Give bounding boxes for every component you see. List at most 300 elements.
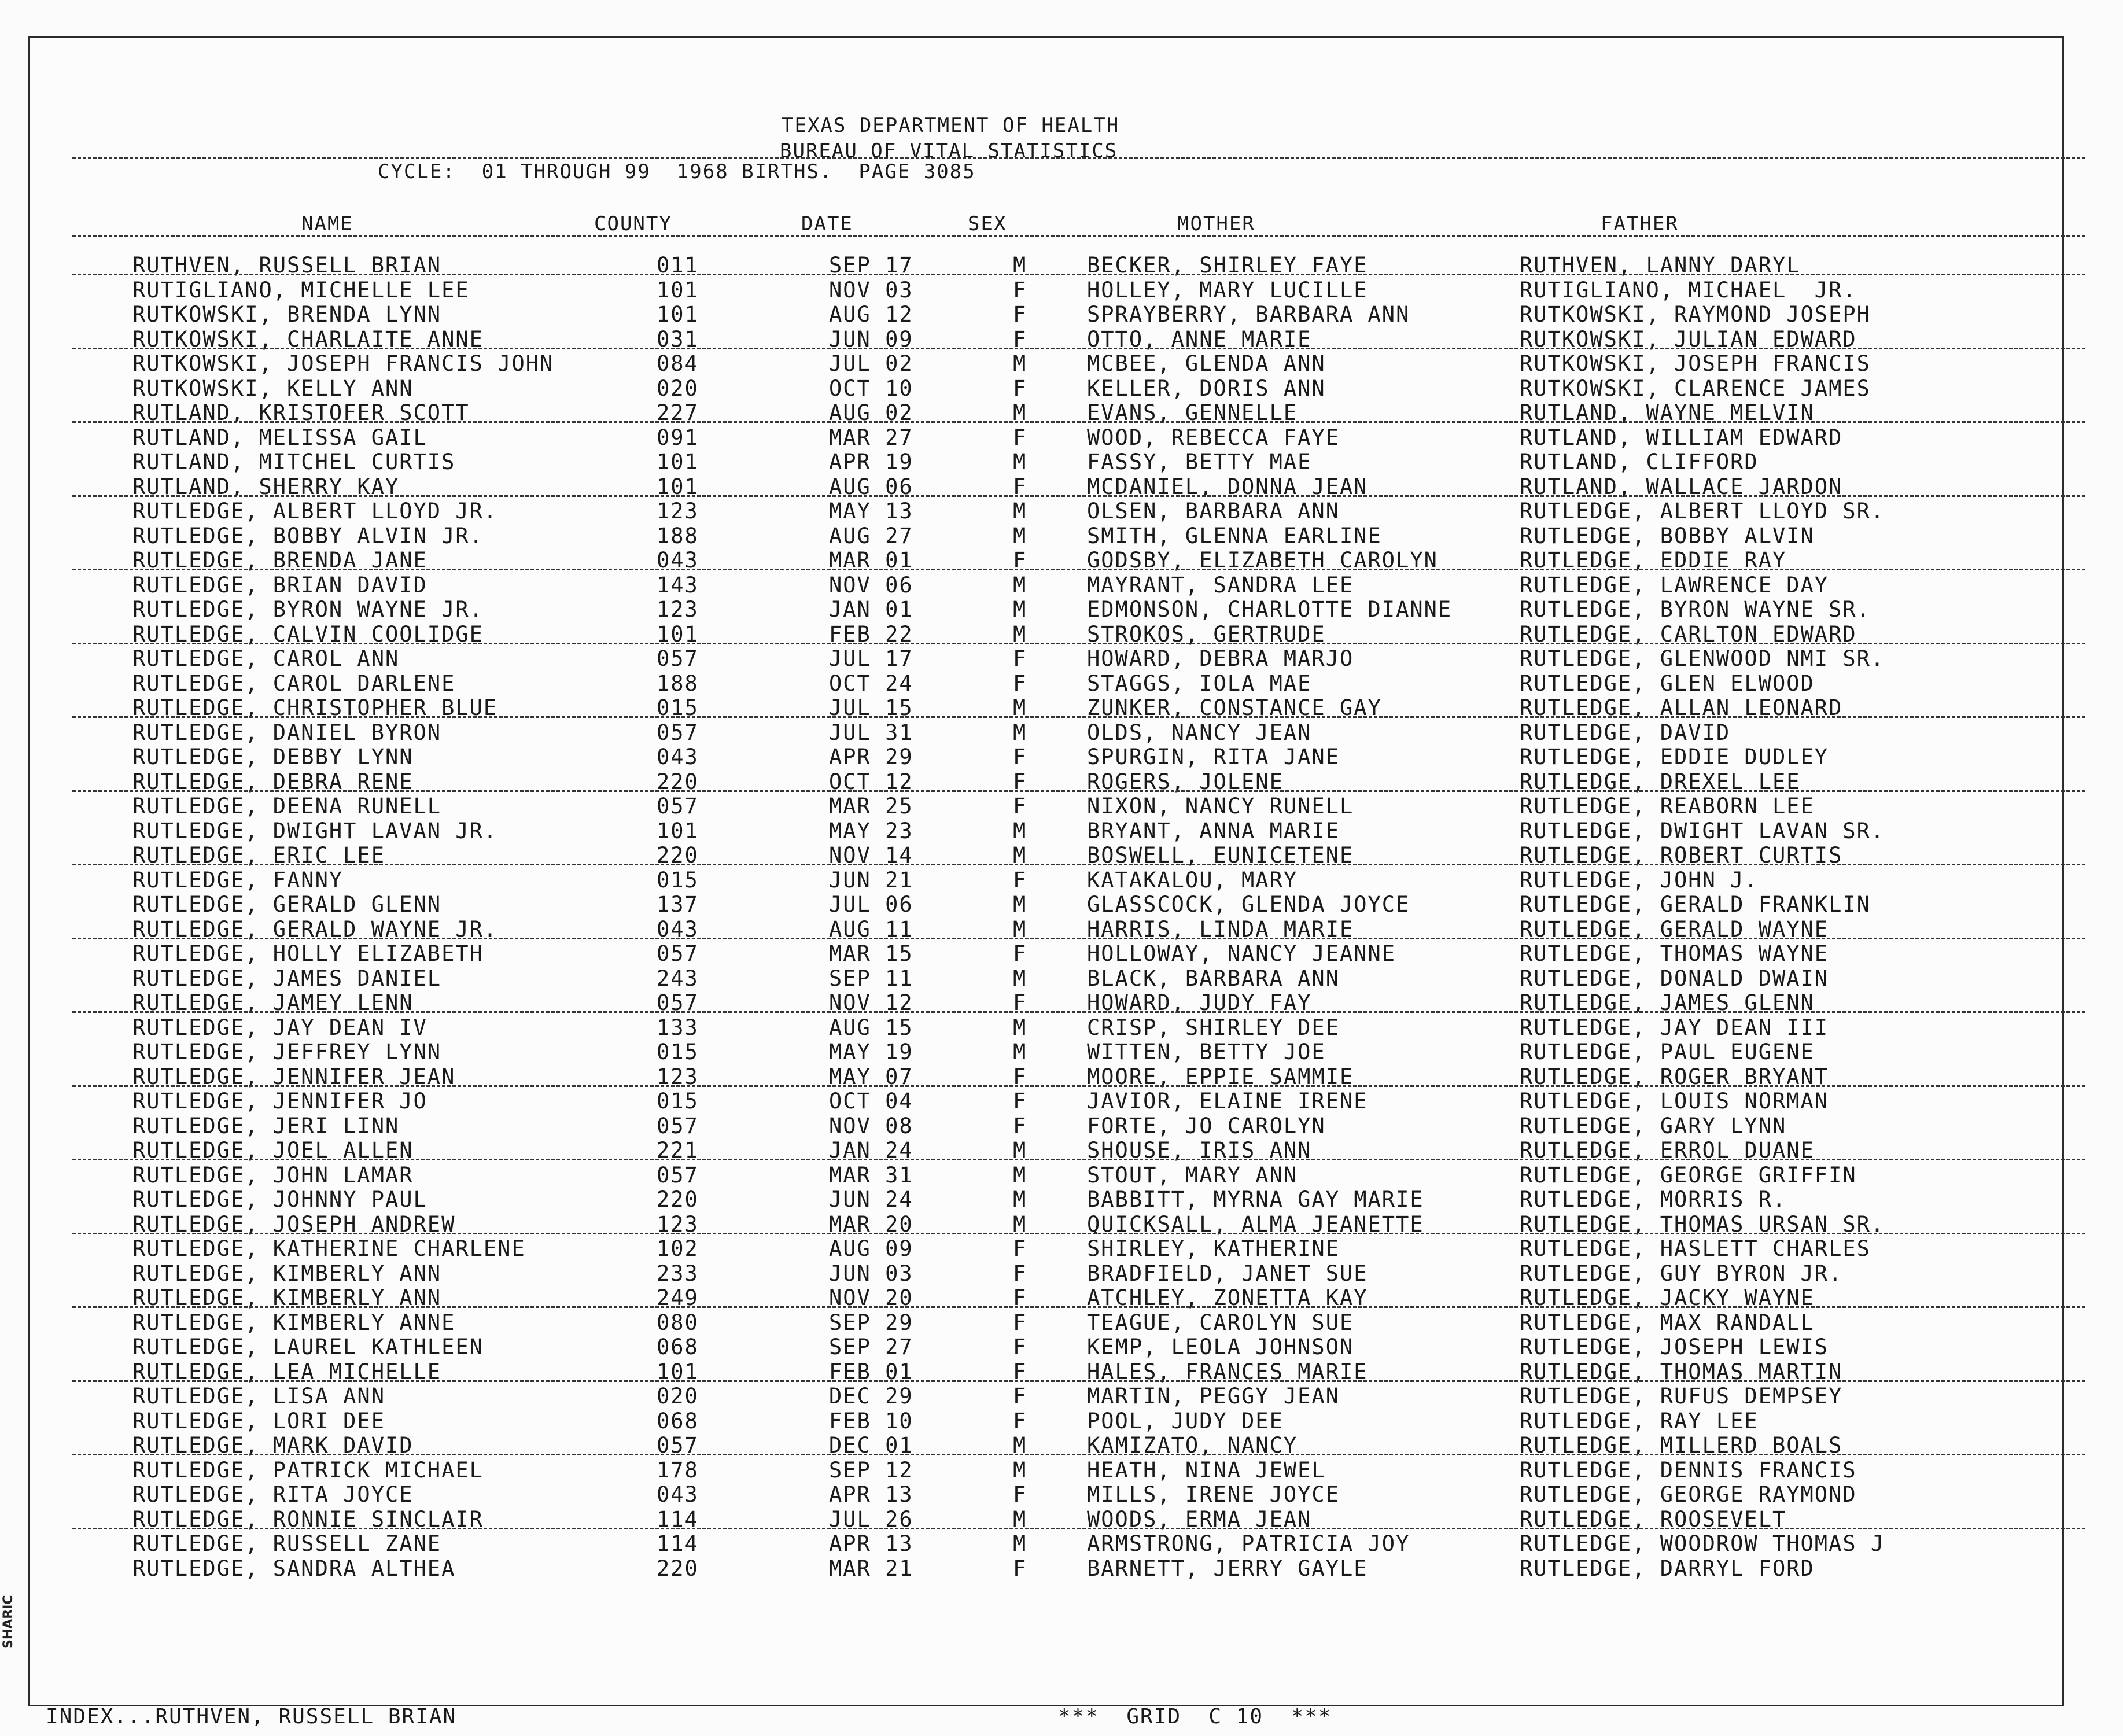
cell-father: RUTLEDGE, PAUL EUGENE [1520,1040,1815,1064]
cell-sex: M [1013,695,1027,720]
table-row [30,425,2066,449]
cell-name: RUTLEDGE, KATHERINE CHARLENE [132,1236,526,1261]
cell-name: RUTLEDGE, JAY DEAN IV [132,1015,427,1040]
cell-mother: WOOD, REBECCA FAYE [1087,425,1340,450]
cell-county: 220 [657,1187,699,1212]
cell-father: RUTLEDGE, MAX RANDALL [1520,1310,1815,1335]
cell-sex: M [1013,597,1027,622]
cell-county: 233 [657,1260,699,1286]
table-row [30,376,2066,400]
cell-date: SEP 12 [829,1457,913,1483]
cell-father: RUTLEDGE, DONALD DWAIN [1520,965,1829,991]
cell-father: RUTLEDGE, LOUIS NORMAN [1520,1089,1829,1114]
cell-name: RUTLEDGE, LAUREL KATHLEEN [132,1335,484,1359]
cell-father: RUTLEDGE, JACKY WAYNE [1520,1285,1815,1310]
cell-name: RUTLEDGE, JENNIFER JEAN [132,1064,456,1089]
cell-name: RUTLEDGE, DEBBY LYNN [132,744,414,769]
cell-county: 243 [657,965,699,991]
cell-date: JUL 17 [829,646,913,671]
table-row [30,1114,2066,1138]
cell-date: JAN 24 [829,1138,913,1163]
cell-father: RUTLEDGE, EDDIE RAY [1520,548,1787,573]
cell-father: RUTLEDGE, DARRYL FORD [1520,1556,1815,1581]
cell-father: RUTLEDGE, BYRON WAYNE SR. [1520,597,1871,622]
cell-sex: M [1013,400,1027,425]
cell-sex: M [1013,572,1027,598]
cell-date: JUL 02 [829,351,913,376]
cell-mother: HOWARD, JUDY FAY [1087,990,1312,1015]
cell-date: MAY 23 [829,818,913,843]
register-page [28,36,2064,1728]
cell-sex: F [1013,375,1027,401]
cell-county: 015 [657,1040,699,1064]
cell-name: RUTLEDGE, ALBERT LLOYD JR. [132,499,498,524]
cell-county: 123 [657,1064,699,1089]
cell-sex: M [1013,621,1027,647]
cell-sex: F [1013,990,1027,1015]
cell-mother: WITTEN, BETTY JOE [1087,1040,1326,1064]
header-cycle: CYCLE: 01 THROUGH 99 1968 BIRTHS. PAGE 3085 [378,160,976,183]
cell-mother: MILLS, IRENE JOYCE [1087,1482,1340,1507]
cell-county: 043 [657,744,699,769]
cell-date: NOV 14 [829,843,913,868]
cell-father: RUTLAND, WAYNE MELVIN [1520,400,1815,425]
cell-sex: F [1013,425,1027,450]
row-divider [72,938,2085,939]
cell-date: NOV 12 [829,990,913,1015]
cell-father: RUTLEDGE, WOODROW THOMAS J [1520,1531,1885,1556]
row-divider [72,1380,2085,1382]
cell-name: RUTLEDGE, KIMBERLY ANN [132,1285,442,1310]
column-header-mother: MOTHER [1177,212,1255,235]
cell-father: RUTLEDGE, DENNIS FRANCIS [1520,1457,1857,1483]
cell-mother: MARTIN, PEGGY JEAN [1087,1384,1340,1409]
cell-county: 043 [657,1482,699,1507]
cell-sex: M [1013,965,1027,991]
table-row [30,1040,2066,1064]
row-divider [72,421,2085,423]
cell-county: 123 [657,597,699,622]
cell-date: MAR 25 [829,794,913,819]
table-row [30,646,2066,670]
cell-county: 133 [657,1015,699,1040]
cell-county: 015 [657,867,699,893]
cell-mother: STROKOS, GERTRUDE [1087,621,1326,647]
cell-father: RUTLEDGE, EDDIE DUDLEY [1520,744,1829,769]
cell-sex: F [1013,1260,1027,1286]
cell-county: 043 [657,548,699,573]
cell-mother: MCBEE, GLENDA ANN [1087,351,1326,376]
cell-date: MAY 19 [829,1040,913,1064]
cell-sex: F [1013,548,1027,573]
cell-sex: M [1013,1211,1027,1237]
cell-sex: M [1013,843,1027,868]
cell-name: RUTLEDGE, JOSEPH ANDREW [132,1211,456,1237]
cell-mother: KAMIZATO, NANCY [1087,1433,1298,1458]
cell-name: RUTLEDGE, BRENDA JANE [132,548,427,573]
cell-name: RUTLEDGE, CALVIN COOLIDGE [132,621,484,647]
cell-sex: M [1013,1187,1027,1212]
table-row [30,278,2066,302]
cell-mother: BRYANT, ANNA MARIE [1087,818,1340,843]
cell-mother: BOSWELL, EUNICETENE [1087,843,1354,868]
cell-name: RUTLEDGE, HOLLY ELIZABETH [132,941,484,966]
table-row [30,1531,2066,1556]
cell-name: RUTLEDGE, JAMEY LENN [132,990,414,1015]
table-row [30,1261,2066,1285]
row-divider [72,569,2085,570]
cell-name: RUTLEDGE, MARK DAVID [132,1433,414,1458]
cell-county: 101 [657,474,699,499]
cell-sex: M [1013,1015,1027,1040]
cell-father: RUTLEDGE, GLEN ELWOOD [1520,670,1815,696]
table-row [30,819,2066,843]
cell-county: 011 [657,253,699,278]
cell-date: MAR 31 [829,1162,913,1188]
cell-name: RUTLEDGE, LORI DEE [132,1408,385,1433]
cell-sex: M [1013,818,1027,843]
cell-name: RUTLEDGE, FANNY [132,867,344,893]
cell-father: RUTKOWSKI, JOSEPH FRANCIS [1520,351,1871,376]
cell-father: RUTLEDGE, LAWRENCE DAY [1520,572,1829,598]
table-row [30,868,2066,892]
cell-sex: F [1013,670,1027,696]
cell-mother: BABBITT, MYRNA GAY MARIE [1087,1187,1424,1212]
cell-mother: SHOUSE, IRIS ANN [1087,1138,1312,1163]
cell-sex: M [1013,1162,1027,1188]
cell-date: OCT 10 [829,375,913,401]
cell-county: 220 [657,1556,699,1581]
cell-date: NOV 03 [829,277,913,303]
table-row [30,573,2066,597]
cell-date: AUG 12 [829,302,913,327]
cell-father: RUTLEDGE, GEORGE RAYMOND [1520,1482,1857,1507]
column-header-date: DATE [801,212,853,235]
cell-mother: ZUNKER, CONSTANCE GAY [1087,695,1382,720]
cell-mother: HOWARD, DEBRA MARJO [1087,646,1354,671]
cell-mother: KEMP, LEOLA JOHNSON [1087,1335,1354,1359]
table-row [30,524,2066,548]
cell-father: RUTIGLIANO, MICHAEL JR. [1520,277,1857,303]
cell-sex: F [1013,1384,1027,1409]
cell-father: RUTLEDGE, MORRIS R. [1520,1187,1787,1212]
cell-sex: F [1013,769,1027,794]
cell-sex: F [1013,744,1027,769]
cell-father: RUTLEDGE, HASLETT CHARLES [1520,1236,1871,1261]
cell-father: RUTLEDGE, GUY BYRON JR. [1520,1260,1843,1286]
cell-county: 068 [657,1335,699,1359]
cell-mother: GODSBY, ELIZABETH CAROLYN [1087,548,1438,573]
cell-county: 057 [657,1433,699,1458]
cell-father: RUTLEDGE, REABORN LEE [1520,794,1815,819]
cell-date: AUG 09 [829,1236,913,1261]
cell-county: 020 [657,375,699,401]
cell-mother: SMITH, GLENNA EARLINE [1087,523,1382,548]
cell-father: RUTLEDGE, JAY DEAN III [1520,1015,1829,1040]
cell-name: RUTLEDGE, CHRISTOPHER BLUE [132,695,498,720]
cell-county: 143 [657,572,699,598]
cell-mother: HALES, FRANCES MARIE [1087,1359,1368,1384]
cell-county: 015 [657,1089,699,1114]
cell-name: RUTLEDGE, JOEL ALLEN [132,1138,414,1163]
table-row [30,1236,2066,1260]
cell-date: JUN 09 [829,326,913,352]
cell-county: 101 [657,1359,699,1384]
cell-father: RUTLEDGE, MILLERD BOALS [1520,1433,1843,1458]
cell-sex: F [1013,474,1027,499]
cell-name: RUTLEDGE, CAROL DARLENE [132,670,456,696]
cell-sex: F [1013,277,1027,303]
cell-sex: M [1013,1433,1027,1458]
cell-father: RUTLEDGE, THOMAS URSAN SR. [1520,1211,1885,1237]
cell-name: RUTLEDGE, JAMES DANIEL [132,965,442,991]
cell-mother: BLACK, BARBARA ANN [1087,965,1340,991]
row-divider [72,1085,2085,1087]
divider [72,157,2085,159]
row-divider [72,1528,2085,1529]
cell-father: RUTLEDGE, ROOSEVELT [1520,1506,1787,1532]
cell-mother: HARRIS, LINDA MARIE [1087,916,1354,942]
cell-father: RUTLEDGE, THOMAS MARTIN [1520,1359,1843,1384]
cell-name: RUTLEDGE, DWIGHT LAVAN JR. [132,818,498,843]
cell-father: RUTLEDGE, GERALD FRANKLIN [1520,892,1871,917]
cell-mother: TEAGUE, CAROLYN SUE [1087,1310,1354,1335]
table-row [30,1310,2066,1335]
cell-date: MAY 13 [829,499,913,524]
cell-father: RUTLEDGE, DWIGHT LAVAN SR. [1520,818,1885,843]
cell-father: RUTLEDGE, ALBERT LLOYD SR. [1520,499,1885,524]
cell-father: RUTLEDGE, DREXEL LEE [1520,769,1801,794]
cell-date: NOV 20 [829,1285,913,1310]
table-row [30,1384,2066,1408]
cell-county: 101 [657,449,699,474]
cell-name: RUTLEDGE, KIMBERLY ANNE [132,1310,456,1335]
cell-sex: M [1013,499,1027,524]
cell-mother: FORTE, JO CAROLYN [1087,1113,1326,1138]
cell-county: 020 [657,1384,699,1409]
cell-sex: M [1013,253,1027,278]
cell-name: RUTLEDGE, BRIAN DAVID [132,572,427,598]
cell-county: 068 [657,1408,699,1433]
cell-name: RUTLAND, MELISSA GAIL [132,425,427,450]
cell-sex: F [1013,1285,1027,1310]
cell-mother: QUICKSALL, ALMA JEANETTE [1087,1211,1424,1237]
table-row [30,302,2066,326]
table-row [30,941,2066,965]
cell-sex: F [1013,1335,1027,1359]
cell-father: RUTLEDGE, GEORGE GRIFFIN [1520,1162,1857,1188]
table-row [30,720,2066,744]
cell-mother: HOLLOWAY, NANCY JEANNE [1087,941,1396,966]
cell-date: OCT 12 [829,769,913,794]
cell-date: AUG 27 [829,523,913,548]
cell-father: RUTHVEN, LANNY DARYL [1520,253,1801,278]
cell-father: RUTKOWSKI, JULIAN EDWARD [1520,326,1857,352]
cell-date: FEB 10 [829,1408,913,1433]
cell-name: RUTLAND, MITCHEL CURTIS [132,449,456,474]
cell-mother: MAYRANT, SANDRA LEE [1087,572,1354,598]
cell-county: 178 [657,1457,699,1483]
cell-father: RUTLEDGE, GLENWOOD NMI SR. [1520,646,1885,671]
cell-date: MAR 15 [829,941,913,966]
cell-name: RUTLEDGE, DEENA RUNELL [132,794,442,819]
cell-mother: SPRAYBERRY, BARBARA ANN [1087,302,1410,327]
row-divider [72,716,2085,718]
cell-name: RUTLEDGE, RUSSELL ZANE [132,1531,442,1556]
cell-date: MAR 01 [829,548,913,573]
cell-sex: F [1013,1113,1027,1138]
column-header-name: NAME [301,212,353,235]
cell-father: RUTLEDGE, CARLTON EDWARD [1520,621,1857,647]
cell-name: RUTLEDGE, BYRON WAYNE JR. [132,597,484,622]
cell-date: MAY 07 [829,1064,913,1089]
cell-name: RUTLEDGE, LISA ANN [132,1384,385,1409]
cell-name: RUTLEDGE, BOBBY ALVIN JR. [132,523,484,548]
cell-sex: F [1013,1408,1027,1433]
cell-date: APR 13 [829,1482,913,1507]
cell-father: RUTLAND, WILLIAM EDWARD [1520,425,1843,450]
cell-county: 101 [657,277,699,303]
cell-mother: MCDANIEL, DONNA JEAN [1087,474,1368,499]
cell-county: 249 [657,1285,699,1310]
cell-sex: F [1013,1236,1027,1261]
cell-date: APR 19 [829,449,913,474]
row-divider [72,274,2085,275]
cell-sex: F [1013,1089,1027,1114]
cell-date: JUL 15 [829,695,913,720]
cell-mother: KELLER, DORIS ANN [1087,375,1326,401]
cell-mother: NIXON, NANCY RUNELL [1087,794,1354,819]
footer-index: INDEX...RUTHVEN, RUSSELL BRIAN [46,1705,457,1728]
cell-father: RUTLEDGE, JOSEPH LEWIS [1520,1335,1829,1359]
cell-date: APR 29 [829,744,913,769]
cell-date: DEC 01 [829,1433,913,1458]
cell-county: 221 [657,1138,699,1163]
cell-name: RUTLEDGE, JENNIFER JO [132,1089,427,1114]
row-divider [72,643,2085,644]
cell-sex: M [1013,720,1027,745]
cell-name: RUTKOWSKI, JOSEPH FRANCIS JOHN [132,351,554,376]
cell-date: MAR 20 [829,1211,913,1237]
table-row [30,1458,2066,1482]
column-header-county: COUNTY [594,212,672,235]
cell-date: APR 13 [829,1531,913,1556]
cell-name: RUTLEDGE, PATRICK MICHAEL [132,1457,484,1483]
cell-sex: F [1013,302,1027,327]
cell-name: RUTKOWSKI, KELLY ANN [132,375,414,401]
header-title-bureau: BUREAU OF VITAL STATISTICS [780,139,1118,163]
cell-father: RUTLAND, WALLACE JARDON [1520,474,1843,499]
cell-sex: M [1013,916,1027,942]
cell-mother: BRADFIELD, JANET SUE [1087,1260,1368,1286]
cell-name: RUTLEDGE, RITA JOYCE [132,1482,414,1507]
cell-sex: M [1013,449,1027,474]
cell-sex: M [1013,523,1027,548]
cell-name: RUTLEDGE, RONNIE SINCLAIR [132,1506,484,1532]
cell-county: 057 [657,794,699,819]
cell-date: NOV 08 [829,1113,913,1138]
cell-sex: F [1013,941,1027,966]
cell-sex: M [1013,351,1027,376]
cell-county: 188 [657,523,699,548]
cell-father: RUTLEDGE, RAY LEE [1520,1408,1759,1433]
cell-father: RUTLEDGE, DAVID [1520,720,1731,745]
cell-mother: GLASSCOCK, GLENDA JOYCE [1087,892,1410,917]
cell-date: AUG 06 [829,474,913,499]
cell-date: OCT 04 [829,1089,913,1114]
cell-name: RUTLAND, SHERRY KAY [132,474,400,499]
cell-mother: ROGERS, JOLENE [1087,769,1284,794]
row-divider [72,790,2085,792]
cell-name: RUTLEDGE, DANIEL BYRON [132,720,442,745]
cell-date: JAN 01 [829,597,913,622]
cell-name: RUTLAND, KRISTOFER SCOTT [132,400,470,425]
cell-county: 220 [657,843,699,868]
cell-county: 057 [657,720,699,745]
cell-name: RUTLEDGE, KIMBERLY ANN [132,1260,442,1286]
cell-sex: F [1013,1359,1027,1384]
cell-mother: EVANS, GENNELLE [1087,400,1298,425]
cell-father: RUTLEDGE, BOBBY ALVIN [1520,523,1815,548]
cell-county: 114 [657,1506,699,1532]
row-divider [72,495,2085,497]
cell-sex: M [1013,1531,1027,1556]
cell-county: 123 [657,499,699,524]
cell-name: RUTHVEN, RUSSELL BRIAN [132,253,442,278]
row-divider [72,1306,2085,1308]
row-divider [72,348,2085,349]
table-row [30,1163,2066,1187]
cell-name: RUTLEDGE, LEA MICHELLE [132,1359,442,1384]
cell-sex: F [1013,1482,1027,1507]
side-label: SHARIC [1,1595,16,1649]
cell-date: MAR 21 [829,1556,913,1581]
cell-county: 123 [657,1211,699,1237]
table-row [30,794,2066,818]
cell-county: 080 [657,1310,699,1335]
cell-name: RUTLEDGE, CAROL ANN [132,646,400,671]
table-row [30,351,2066,375]
cell-date: AUG 15 [829,1015,913,1040]
table-row [30,1187,2066,1211]
table-row [30,744,2066,769]
cell-father: RUTLEDGE, THOMAS WAYNE [1520,941,1829,966]
cell-mother: KATAKALOU, MARY [1087,867,1298,893]
cell-name: RUTLEDGE, JOHNNY PAUL [132,1187,427,1212]
cell-county: 057 [657,646,699,671]
table-row [30,449,2066,474]
cell-date: JUN 03 [829,1260,913,1286]
cell-name: RUTLEDGE, DEBRA RENE [132,769,414,794]
table-row [30,1556,2066,1580]
cell-county: 101 [657,818,699,843]
cell-date: JUN 21 [829,867,913,893]
cell-father: RUTKOWSKI, RAYMOND JOSEPH [1520,302,1871,327]
cell-date: JUN 24 [829,1187,913,1212]
cell-mother: JAVIOR, ELAINE IRENE [1087,1089,1368,1114]
cell-county: 227 [657,400,699,425]
cell-county: 220 [657,769,699,794]
cell-date: OCT 24 [829,670,913,696]
cell-date: SEP 17 [829,253,913,278]
cell-sex: F [1013,867,1027,893]
cell-county: 137 [657,892,699,917]
cell-date: JUL 26 [829,1506,913,1532]
table-row [30,1015,2066,1040]
cell-mother: MOORE, EPPIE SAMMIE [1087,1064,1354,1089]
cell-sex: F [1013,1064,1027,1089]
cell-county: 188 [657,670,699,696]
